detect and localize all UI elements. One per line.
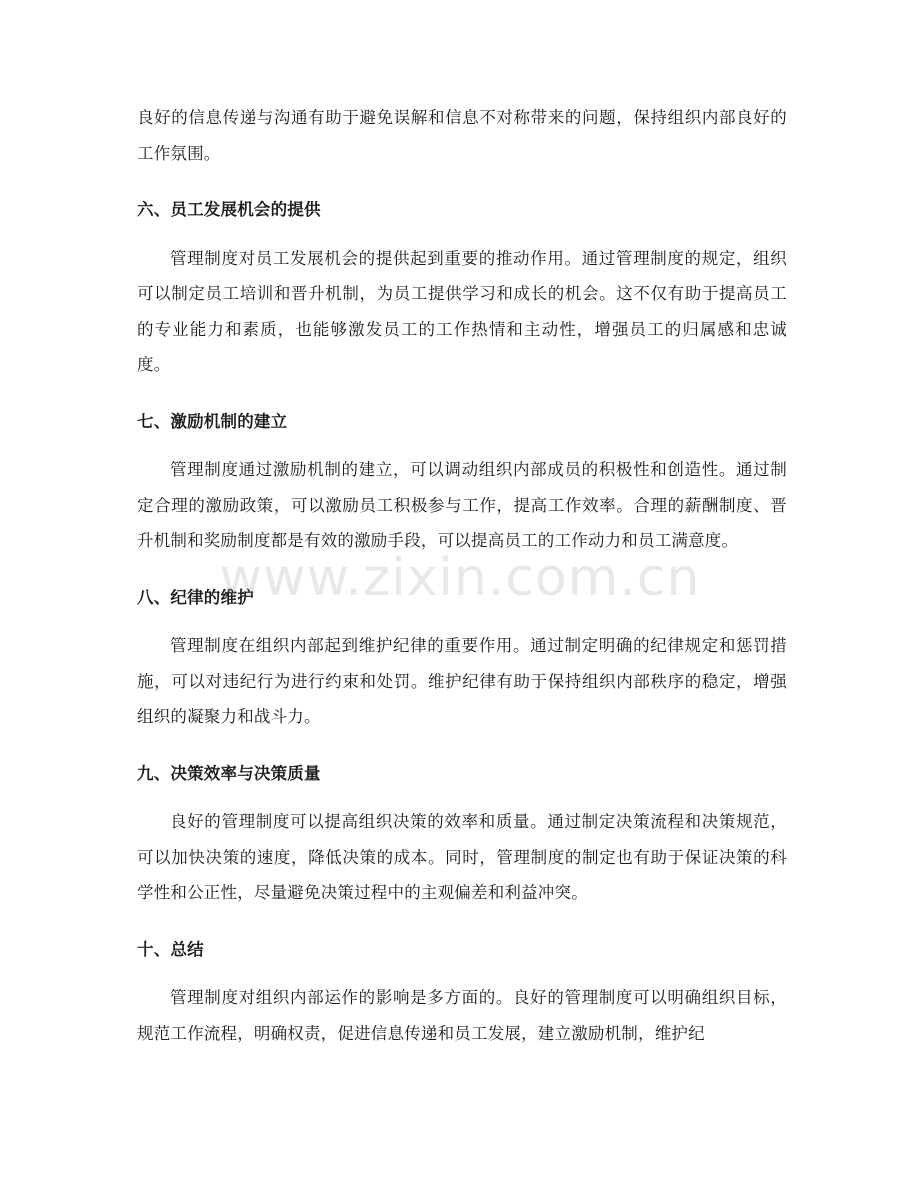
section-heading-9: 九、决策效率与决策质量 — [137, 763, 321, 783]
section-body-6: 管理制度对员工发展机会的提供起到重要的推动作用。通过管理制度的规定，组织可以制定员工培训和晋升机制，为员工提供学习和成长的机会。这不仅有助于提高员工的专业能力和素质，也能够激发员工的工作热情和主动性，增强员工的归属感和忠诚度。 — [137, 248, 787, 374]
section-heading-10: 十、总结 — [137, 939, 204, 959]
section-heading-7: 七、激励机制的建立 — [137, 411, 288, 431]
document-body — [137, 100, 787, 1051]
section-body-7: 管理制度通过激励机制的建立，可以调动组织内部成员的积极性和创造性。通过制定合理的激励政策，可以激励员工积极参与工作，提高工作效率。合理的薪酬制度、晋升机制和奖励制度都是有效的激励手段，可以提高员工的工作动力和员工满意度。 — [137, 460, 787, 550]
section-body-8: 管理制度在组织内部起到维护纪律的重要作用。通过制定明确的纪律规定和惩罚措施，可以对违纪行为进行约束和处罚。维护纪律有助于保持组织内部秩序的稳定，增强组织的凝聚力和战斗力。 — [137, 636, 787, 726]
watermark: www.zixin.com.cn — [219, 548, 701, 608]
intro-paragraph: 良好的信息传递与沟通有助于避免误解和信息不对称带来的问题，保持组织内部良好的工作氛围。 — [137, 108, 787, 163]
section-body-10: 管理制度对组织内部运作的影响是多方面的。良好的管理制度可以明确组织目标，规范工作流程，明确权责，促进信息传递和员工发展，建立激励机制，维护纪 — [137, 988, 787, 1043]
section-body-9: 良好的管理制度可以提高组织决策的效率和质量。通过制定决策流程和决策规范，可以加快决策的速度，降低决策的成本。同时，管理制度的制定也有助于保证决策的科学性和公正性，尽量避免决策过程中的主观偏差和利益冲突。 — [137, 812, 787, 902]
section-heading-6: 六、员工发展机会的提供 — [137, 200, 321, 219]
section-heading-8: 八、纪律的维护 — [137, 587, 254, 607]
